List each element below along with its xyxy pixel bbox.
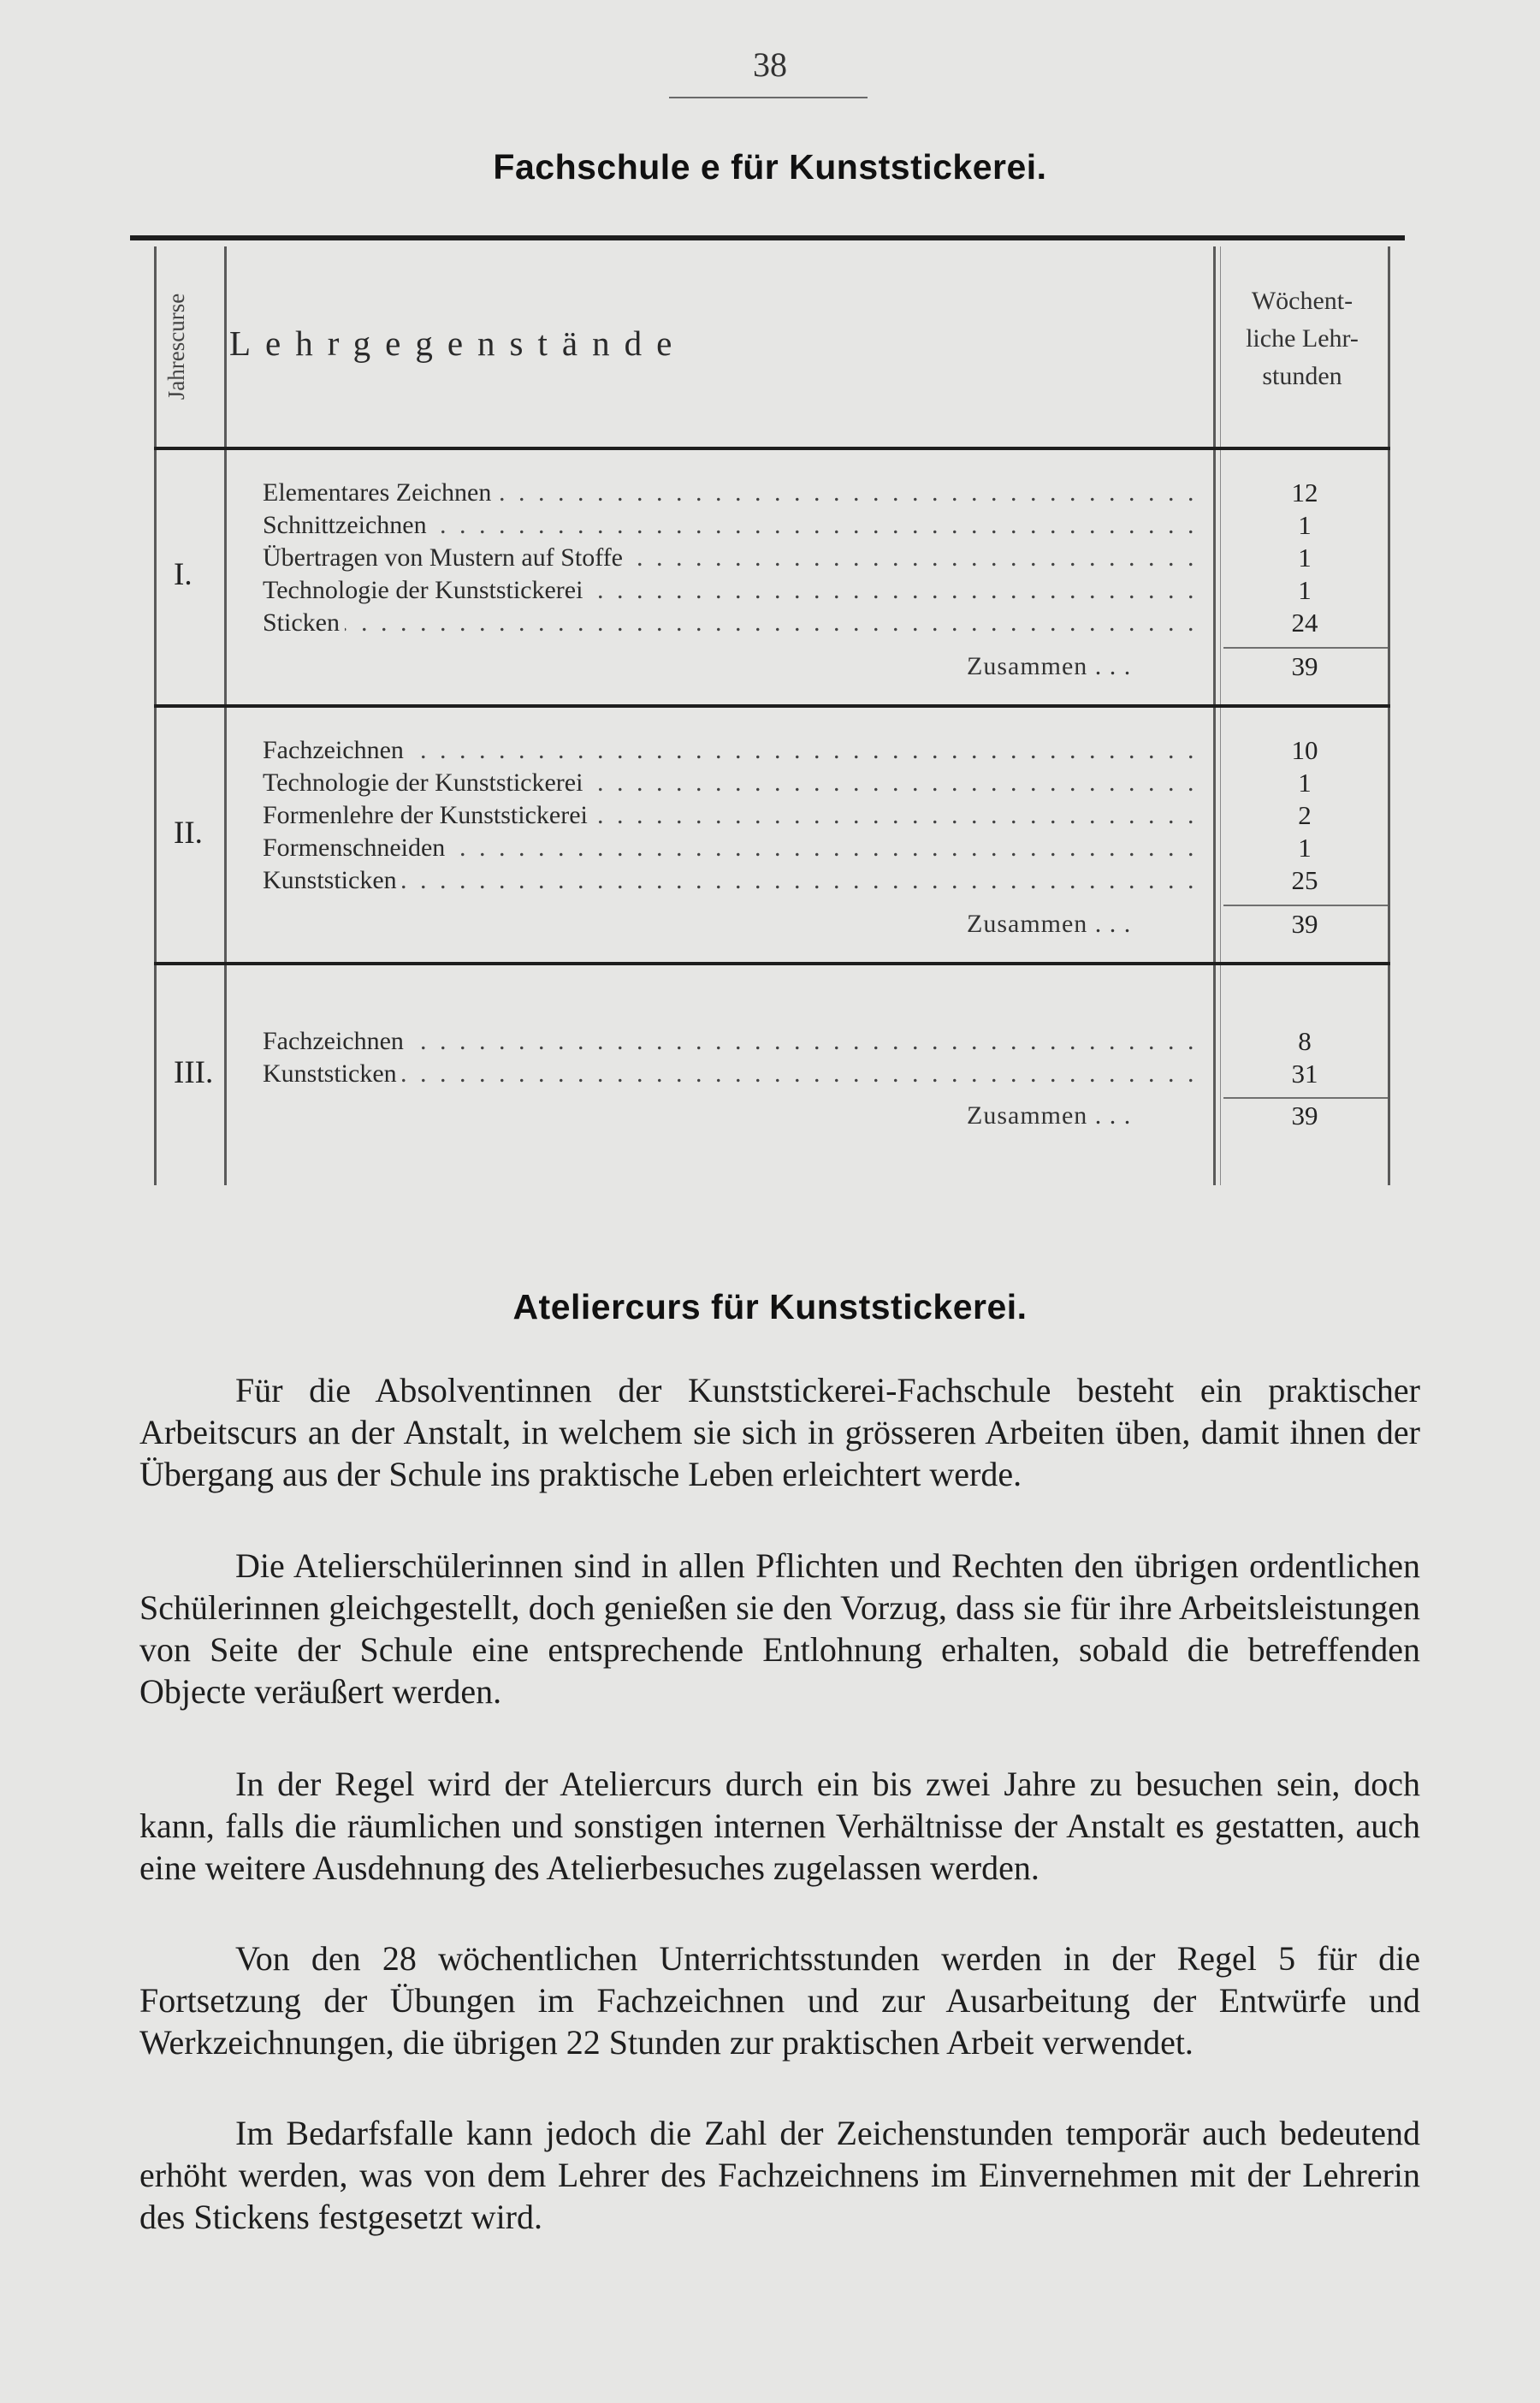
col-year-header: Jahrescurse: [163, 293, 189, 400]
page-number: 38: [753, 45, 787, 84]
table-right-border: [1388, 246, 1390, 1185]
sum-label: Zusammen . . .: [967, 1101, 1132, 1130]
table-row: [263, 832, 1205, 864]
paragraph: Für die Absolventinnen der Kunststickerei-Fachschule besteht ein praktischer Arbeitscurs an der Anstalt, in welchem sie sich in grösseren Arbeiten üben, damit ihnen der Übergang aus der Schule ins praktische Leben erleichtert werde.: [139, 1371, 1420, 1493]
hours-value: 1: [1298, 510, 1312, 540]
subject-label: Formenlehre der Kunststickerei: [263, 801, 593, 829]
table-row: [263, 509, 1205, 542]
hours-value: 24: [1291, 608, 1318, 638]
table-row: [263, 574, 1205, 607]
table-top-rule: [130, 235, 1405, 240]
subject-label: Fachzeichnen: [263, 736, 409, 764]
subject-label: Kunststicken: [263, 1059, 402, 1088]
table-row: [263, 767, 1205, 799]
subject-label: Technologie der Kunststickerei: [263, 576, 588, 604]
paragraph: In der Regel wird der Ateliercurs durch ein bis zwei Jahre zu besuchen sein, doch kann, falls die räumlichen und sonstigen internen Verhältnisse der Anstalt es gestatten, auch eine weitere Ausdehnung des Atelierbesuches zugelassen werden.: [139, 1765, 1420, 1887]
paragraph: Von den 28 wöchentlichen Unterrichtsstunden werden in der Regel 5 für die Fortsetzung der Übungen im Fachzeichnen und zur Ausarbeitung der Entwürfe und Werkzeichnungen, die übrigen 22 Stunden zur praktischen Arbeit verwendet.: [139, 1939, 1420, 2062]
hours-value: 1: [1298, 543, 1312, 573]
year-label-1: I.: [174, 557, 192, 592]
subject-label: Schnittzeichnen: [263, 511, 432, 539]
subject-label: Technologie der Kunststickerei: [263, 768, 588, 797]
group-divider: [154, 962, 1390, 965]
year-label-2: II.: [174, 816, 203, 851]
hours-value: 12: [1291, 478, 1318, 507]
table-row: [263, 1025, 1205, 1058]
col-subjects-header: Lehrgegenstände: [229, 323, 687, 363]
table-row: [263, 799, 1205, 832]
table-row: [263, 607, 1205, 639]
sum-rule: [1223, 905, 1388, 906]
hours-value: 31: [1291, 1059, 1318, 1089]
table-row: [263, 477, 1205, 509]
subject-label: Elementares Zeichnen: [263, 478, 496, 507]
year-label-3: III.: [174, 1055, 214, 1090]
col-hours-header-line2: liche Lehr-: [1246, 324, 1359, 353]
table-year-divider: [224, 246, 227, 1185]
col-hours-header-line3: stunden: [1262, 362, 1342, 390]
subject-label: Sticken: [263, 608, 345, 637]
table-hours-divider: [1213, 246, 1216, 1185]
section-title: Ateliercurs für Kunststickerei.: [512, 1287, 1028, 1326]
paragraph: Im Bedarfsfalle kann jedoch die Zahl der Zeichenstunden temporär auch bedeutend erhöht werden, was von dem Lehrer des Fachzeichnens im Einvernehmen mit der Lehrerin des Stickens festgesetzt wird.: [139, 2114, 1420, 2236]
table-row: [263, 1058, 1205, 1090]
sum-label: Zusammen . . .: [967, 910, 1132, 938]
hours-value: 1: [1298, 833, 1312, 863]
sum-label: Zusammen . . .: [967, 652, 1132, 680]
header-bottom-rule: [154, 447, 1390, 450]
hours-value: 1: [1298, 768, 1312, 798]
total-value: 39: [1291, 1101, 1318, 1130]
group-divider: [154, 704, 1390, 708]
sum-rule: [1223, 1097, 1388, 1099]
sum-rule: [1223, 647, 1388, 649]
hours-value: 25: [1291, 865, 1318, 895]
subject-label: Formenschneiden: [263, 834, 450, 862]
hours-value: 8: [1298, 1026, 1312, 1056]
subject-label: Übertragen von Mustern auf Stoffe: [263, 543, 628, 572]
hours-value: 1: [1298, 575, 1312, 605]
total-value: 39: [1291, 909, 1318, 939]
table-row: [263, 542, 1205, 574]
hours-value: 10: [1291, 735, 1318, 765]
table-row: [263, 864, 1205, 897]
hours-value: 2: [1298, 800, 1312, 830]
subject-label: Kunststicken: [263, 866, 402, 894]
subject-label: Fachzeichnen: [263, 1027, 409, 1055]
col-hours-header-line1: Wöchent-: [1251, 287, 1353, 315]
main-title: Fachschule e für Kunststickerei.: [493, 147, 1047, 187]
page-number-rule: [669, 97, 868, 98]
total-value: 39: [1291, 651, 1318, 681]
paragraph: Die Atelierschülerinnen sind in allen Pflichten und Rechten den übrigen ordentlichen Schülerinnen gleichgestellt, doch genießen sie den Vorzug, dass sie für ihre Arbeitsleistungen von Seite der Schule eine entsprechende Entlohnung erhalten, sobald die betreffenden Objecte veräußert werden.: [139, 1546, 1420, 1711]
col-hours-header: [1217, 282, 1388, 395]
table-row: [263, 734, 1205, 767]
